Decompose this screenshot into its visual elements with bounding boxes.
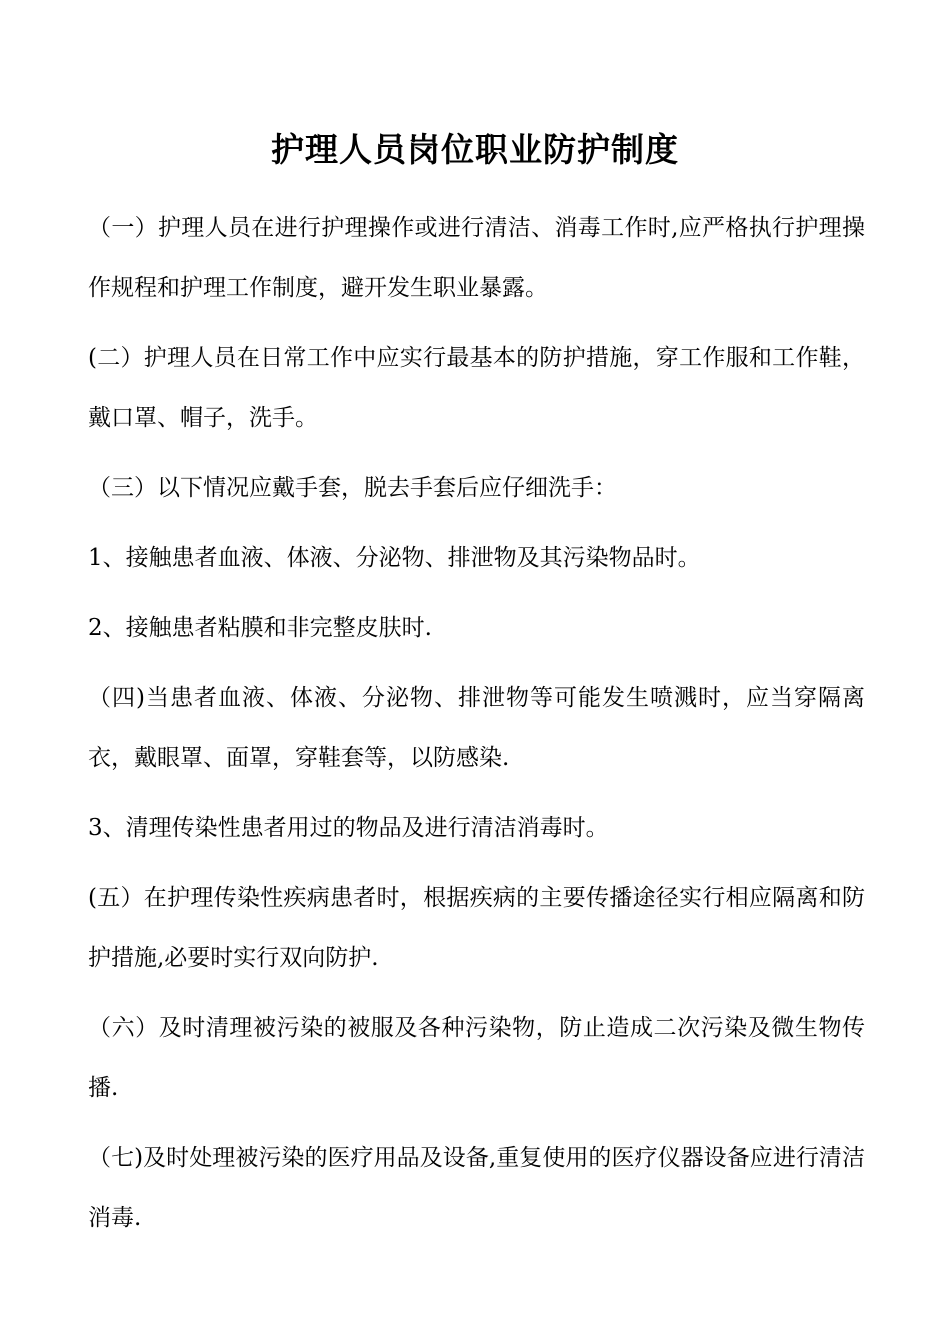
paragraph-6: （四)当患者血液、体液、分泌物、排泄物等可能发生喷溅时，应当穿隔离衣，戴眼罩、面罩，穿鞋套等，以防感染. xyxy=(88,685,865,771)
paragraph-4: 1、接触患者血液、体液、分泌物、排泄物及其污染物品时。 xyxy=(88,545,701,571)
paragraph-2: (二）护理人员在日常工作中应实行最基本的防护措施，穿工作服和工作鞋，戴口罩、帽子，洗手。 xyxy=(88,345,865,431)
paragraph-10: （七)及时处理被污染的医疗用品及设备,重复使用的医疗仪器设备应进行清洁消毒. xyxy=(88,1145,865,1231)
document-body xyxy=(88,198,865,1258)
paragraph-7: 3、清理传染性患者用过的物品及进行清洁消毒时。 xyxy=(88,815,609,841)
document-title: 护理人员岗位职业防护制度 xyxy=(271,130,679,169)
paragraph-1: （一）护理人员在进行护理操作或进行清洁、消毒工作时,应严格执行护理操作规程和护理工作制度，避开发生职业暴露。 xyxy=(88,215,865,301)
paragraph-8: (五）在护理传染性疾病患者时，根据疾病的主要传播途径实行相应隔离和防护措施,必要时实行双向防护. xyxy=(88,885,865,971)
paragraph-5: 2、接触患者粘膜和非完整皮肤时. xyxy=(88,615,432,641)
paragraph-3: （三）以下情况应戴手套，脱去手套后应仔细洗手： xyxy=(88,475,617,501)
paragraph-9: （六）及时清理被污染的被服及各种污染物，防止造成二次污染及微生物传播. xyxy=(88,1015,865,1101)
